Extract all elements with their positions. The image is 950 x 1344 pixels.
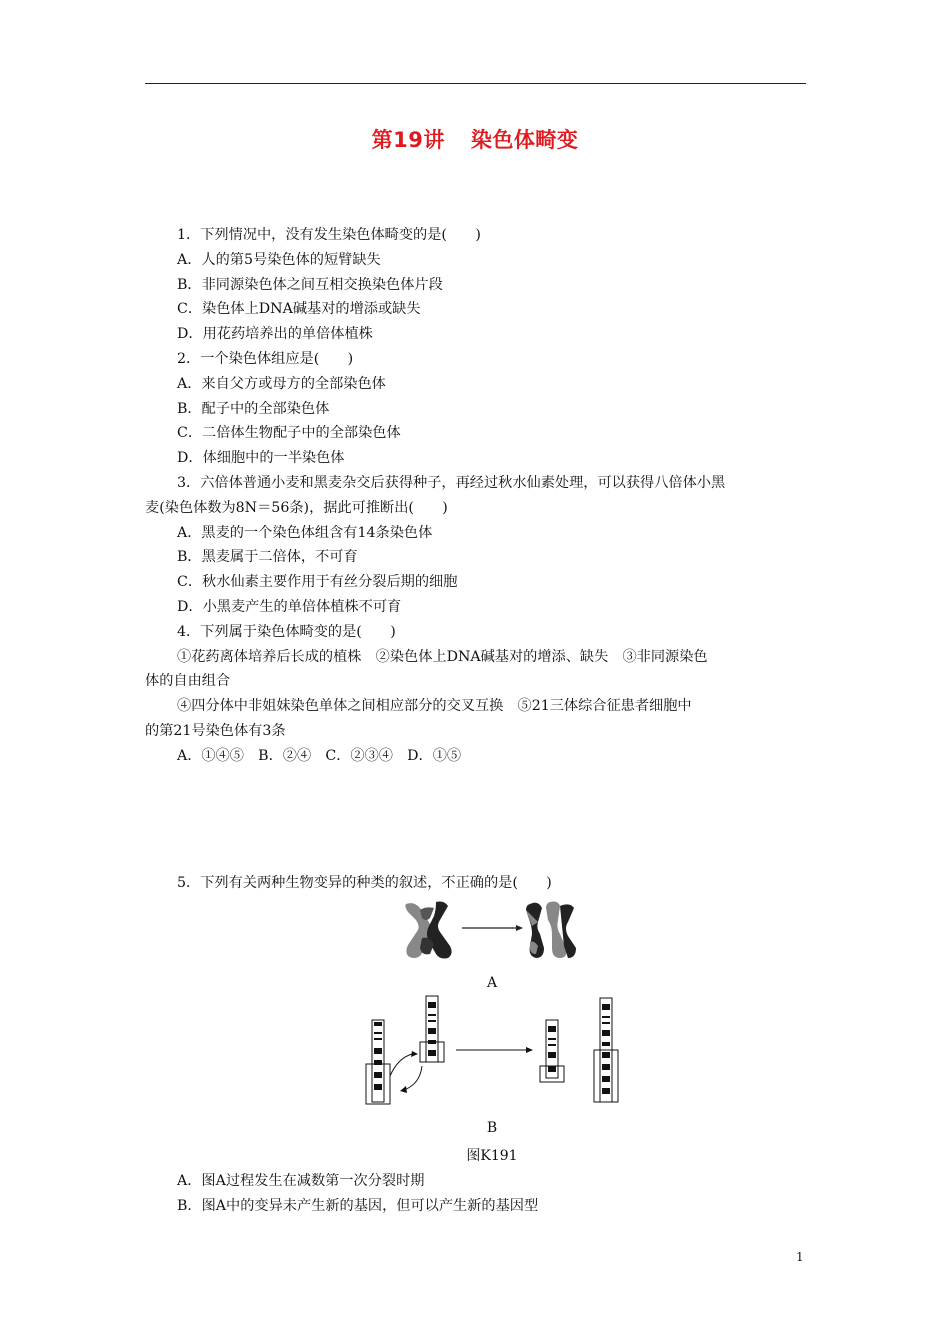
figure-b-label: B — [486, 1120, 498, 1136]
text-line: 体的自由组合 — [145, 673, 231, 690]
text-line: C．秋水仙素主要作用于有丝分裂后期的细胞 — [177, 574, 458, 591]
text-line: 2．一个染色体组应是( ) — [177, 350, 354, 367]
chromosome-b4 — [594, 998, 618, 1102]
chromosome-b1 — [366, 1020, 390, 1104]
text-line: 3．六倍体普通小麦和黑麦杂交后获得种子，再经过秋水仙素处理，可以获得八倍体小黑 — [177, 474, 726, 491]
text-line: 4．下列属于染色体畸变的是( ) — [177, 623, 396, 640]
text-line: A．①④⑤ B．②④ C．②③④ D．①⑤ — [177, 747, 462, 764]
text-line: 1．下列情况中，没有发生染色体畸变的是( ) — [177, 227, 481, 243]
text-line: B．黑麦属于二倍体，不可育 — [177, 549, 358, 566]
text-line: ④四分体中非姐妹染色单体之间相应部分的交叉互换 ⑤21三体综合征患者细胞中 — [177, 698, 692, 715]
exchange-arrow-down — [404, 1066, 422, 1090]
figure-b-chromosomes — [360, 994, 630, 1106]
page-title — [0, 124, 950, 154]
text-line: B．非同源染色体之间互相交换染色体片段 — [177, 276, 443, 293]
exchange-arrow-up — [390, 1054, 412, 1076]
lesson-number: 第19讲 — [371, 128, 445, 152]
text-line: ①花药离体培养后长成的植株 ②染色体上DNA碱基对的增添、缺失 ③非同源染色 — [177, 648, 708, 665]
question-5-options — [145, 1169, 807, 1219]
chromosome-pair-after — [526, 902, 576, 959]
option-line: A．图A过程发生在减数第一次分裂时期 — [177, 1173, 425, 1189]
text-line: D．体细胞中的一半染色体 — [177, 450, 345, 467]
text-line: A．人的第5号染色体的短臂缺失 — [177, 251, 381, 268]
chromosome-b2 — [420, 996, 444, 1062]
page-number: 1 — [796, 1250, 804, 1264]
figure-a-chromosomes — [400, 896, 590, 962]
text-line: A．黑麦的一个染色体组含有14条染色体 — [177, 524, 433, 541]
lesson-name: 染色体畸变 — [470, 128, 579, 152]
text-line: 麦(染色体数为8N＝56条)，据此可推断出( ) — [145, 499, 448, 516]
text-line: 的第21号染色体有3条 — [145, 722, 286, 739]
chromosome-b3 — [540, 1020, 564, 1082]
question-5-stem: 5．下列有关两种生物变异的种类的叙述，不正确的是( ) — [177, 875, 552, 891]
text-line: C．二倍体生物配子中的全部染色体 — [177, 425, 401, 442]
text-line: D．小黑麦产生的单倍体植株不可育 — [177, 598, 402, 615]
text-line: A．来自父方或母方的全部染色体 — [177, 375, 386, 392]
figure-a-label: A — [486, 975, 498, 991]
text-line: D．用花药培养出的单倍体植株 — [177, 326, 373, 343]
header-rule — [145, 83, 806, 84]
question-list — [145, 223, 807, 769]
option-line: B．图A中的变异未产生新的基因，但可以产生新的基因型 — [177, 1197, 539, 1214]
figure-caption: 图K191 — [466, 1148, 518, 1164]
text-line: C．染色体上DNA碱基对的增添或缺失 — [177, 301, 421, 318]
chromosome-pair-before — [405, 902, 451, 959]
text-line: B．配子中的全部染色体 — [177, 400, 330, 417]
